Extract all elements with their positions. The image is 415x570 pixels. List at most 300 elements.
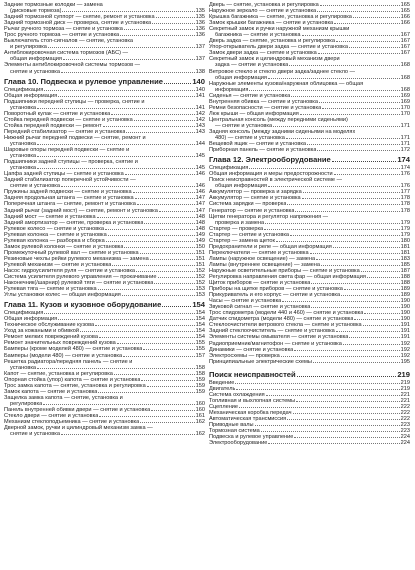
toc-page-number: 157 <box>195 352 205 359</box>
dot-leader <box>37 156 195 157</box>
toc-entry-title: информация <box>215 86 249 93</box>
toc-page-number: 137 <box>195 44 205 51</box>
dot-leader <box>319 102 400 103</box>
toc-entry-title: Генератор — снятие и установка <box>209 207 295 214</box>
toc-page-number: 154 <box>192 300 205 310</box>
dot-leader <box>296 401 399 402</box>
toc-entry-title: Рулевое колесо — снятие и установка <box>4 225 104 232</box>
toc-page-number: 151 <box>195 255 205 262</box>
toc-page-number: 170 <box>400 110 410 117</box>
toc-page-number: 160 <box>195 400 205 407</box>
toc-entry-title: Ремонт мелких повреждений кузова <box>4 334 98 341</box>
toc-page-number: 152 <box>195 267 205 274</box>
dot-leader <box>316 259 400 260</box>
toc-entry-title: проверка и замена <box>215 219 265 226</box>
toc-entry-title: установка <box>10 165 36 172</box>
toc-page-number: 219 <box>397 369 410 379</box>
dot-leader <box>333 247 400 248</box>
toc-entry-title: Спецификация <box>4 310 44 317</box>
dot-leader <box>239 407 400 408</box>
toc-entry-title: Стартер — замена щеток <box>209 237 275 244</box>
toc-entry-title: регулировка <box>10 400 43 407</box>
toc-entry-title: общая информация <box>215 183 267 190</box>
toc-page-number: 154 <box>195 316 205 323</box>
dot-leader <box>112 265 194 266</box>
chapter-heading <box>209 155 410 165</box>
toc-entry-title: Общая информация <box>4 92 58 99</box>
toc-page-number: 150 <box>195 243 205 250</box>
dot-leader <box>289 65 399 66</box>
toc-entry-title: Сцепление <box>209 403 239 410</box>
toc-entry-title: Резиновые чехлы рейки рулевого механизма — замена <box>4 255 149 262</box>
toc-entry-title: задка — снятие и установка <box>215 62 289 69</box>
dot-leader <box>363 325 400 326</box>
toc-entry-title: Замок рулевой колонки — снятие и установка <box>4 243 124 250</box>
toc-page-number: 170 <box>400 104 410 111</box>
toc-page-number: 183 <box>400 255 410 262</box>
toc-entry <box>4 292 205 298</box>
toc-entry-title: 480) — снятие и установка <box>215 135 285 142</box>
dot-leader <box>276 241 400 242</box>
toc-page-number: 166 <box>400 14 410 21</box>
toc-entry-title: снятие и установка <box>10 183 60 190</box>
dot-leader <box>273 126 400 127</box>
toc-entry-title: Общая информация и меры предосторожности <box>209 171 333 178</box>
dot-leader <box>99 337 195 338</box>
dot-leader <box>287 419 399 420</box>
toc-page-number: 147 <box>195 195 205 202</box>
toc-page-number: 155 <box>195 346 205 353</box>
dot-leader <box>44 90 194 91</box>
dot-leader <box>334 174 400 175</box>
toc-column-left <box>4 2 205 570</box>
toc-page-number: 159 <box>195 376 205 383</box>
toc-page-number: 190 <box>400 298 410 305</box>
toc-entry-title: Рулевая тяга — снятие и установка <box>4 286 97 293</box>
dot-leader <box>255 425 400 426</box>
toc-page-number: 189 <box>400 292 410 299</box>
toc-page-number: 146 <box>195 171 205 178</box>
dot-leader <box>349 47 400 48</box>
toc-entry-title: Радиоприемник/магнитофон — снятие и установка <box>209 340 342 347</box>
toc-page-number: 224 <box>400 434 410 441</box>
toc-entry-title: багажника — снятие и установка <box>215 32 301 39</box>
toc-entry-title: Регулировка направления света фар — общая информация <box>209 274 366 281</box>
dot-leader <box>156 17 195 18</box>
toc-page-number: 154 <box>195 334 205 341</box>
toc-entry-title: Спецификация <box>4 86 44 93</box>
toc-entry-title: Задний амортизатор — снятие, проверка и установка <box>4 219 144 226</box>
toc-page-number: 167 <box>400 38 410 45</box>
toc-page-number: 181 <box>400 243 410 250</box>
toc-page-number: 179 <box>400 219 410 226</box>
dot-leader <box>281 356 400 357</box>
dot-leader <box>133 192 195 193</box>
dot-leader <box>297 376 397 377</box>
toc-entry-title: установка <box>10 364 36 371</box>
dot-leader <box>141 380 194 381</box>
toc-entry-title: Рычаг ручного тормоза — снятие и установка <box>4 26 123 33</box>
toc-page-number: 143 <box>195 122 205 129</box>
toc-entry-title: Введение <box>209 379 235 386</box>
toc-page-number: 222 <box>400 416 410 422</box>
toc-page-number: 192 <box>400 352 410 359</box>
toc-page-number: 190 <box>400 304 410 311</box>
toc-page-number: 155 <box>195 340 205 347</box>
toc-page-number: 171 <box>400 135 410 142</box>
dot-leader <box>311 283 399 284</box>
toc-entry-title: Нижний рычаг передней подвески — снятие, ремонт и <box>4 134 146 141</box>
toc-entry-title: Трос спидометра (модели 440 и 460) — снятие и установка <box>209 310 364 317</box>
dot-leader <box>105 229 195 230</box>
toc-page-number: 188 <box>400 280 410 287</box>
dot-leader <box>336 41 400 42</box>
toc-entry-title: Уход за кожаными и обивкой <box>4 328 79 335</box>
toc-entry-title: Ремонт значительных повреждений кузова <box>4 340 116 347</box>
dot-leader <box>361 271 400 272</box>
toc-entry-title: Промежуточный рулевой вал — снятие и установка <box>4 249 139 256</box>
toc-page-number: 140 <box>192 76 205 86</box>
dot-leader <box>302 35 400 36</box>
dot-leader <box>99 416 194 417</box>
toc-entry-title: Передний стабилизатор — снятие и установка <box>4 128 126 135</box>
toc-entry-title: Люк крыши — общая информация <box>209 110 299 117</box>
dot-leader <box>158 277 195 278</box>
toc-page-number: 166 <box>400 20 410 27</box>
toc-page-number: 135 <box>195 14 205 21</box>
dot-leader <box>58 96 194 97</box>
toc-page-number: 180 <box>400 237 410 244</box>
toc-entry-title: Глава 10. Подвеска и рулевое управление <box>4 76 163 86</box>
dot-leader <box>80 331 195 332</box>
toc-page-number: 167 <box>400 44 410 51</box>
dot-leader <box>294 350 399 351</box>
toc-entry-title: Задний тормозной суппорт — снятие, ремонт и установка <box>4 14 155 21</box>
toc-entry-title: Вещевой ящик — снятие и установка <box>209 141 307 148</box>
toc-entry-title: Ветровое стекло и стекло двери задка/заднее стекло — <box>209 68 356 75</box>
toc-page-number: 142 <box>195 110 205 117</box>
toc-entry-title: Глава 12. Электрооборудование <box>209 155 331 165</box>
dot-leader <box>48 47 195 48</box>
toc-entry-title: Наружное зеркало — снятие и установка <box>209 8 317 15</box>
dot-leader <box>62 11 194 12</box>
toc-entry-title: Принципиальные электрические схемы <box>209 358 312 365</box>
toc-page-number: 168 <box>400 86 410 93</box>
toc-entry-title: Поиск неисправностей <box>209 369 296 379</box>
toc-page-number: 167 <box>400 50 410 57</box>
toc-page-number: 136 <box>195 26 205 33</box>
dot-leader <box>43 404 194 405</box>
toc-page-number: 168 <box>400 62 410 69</box>
dot-leader <box>136 271 195 272</box>
toc-page-number: 223 <box>400 422 410 429</box>
toc-entry-title: Щетки генератора и регулятор напряжения — <box>209 213 329 220</box>
toc-entry-title: Центральная консоль (между передними сиденьями) <box>209 116 348 123</box>
toc-entry-title: Бамперы (кроме моделей 480) — снятие и установка <box>4 346 143 353</box>
toc-page-number: 191 <box>400 322 410 329</box>
toc-entry-title: Звуковой сигнал — снятие и установка <box>209 304 311 311</box>
dot-leader <box>37 144 195 145</box>
toc-page-number: 176 <box>400 171 410 178</box>
toc-page-number: 149 <box>195 231 205 238</box>
dot-leader <box>37 108 195 109</box>
dot-leader <box>98 289 195 290</box>
dot-leader <box>322 108 399 109</box>
toc-page-number: 149 <box>195 237 205 244</box>
dot-leader <box>265 223 400 224</box>
toc-entry-title: Защелка замка капота — снятие, установка и <box>4 394 123 401</box>
toc-entry-title: (дисковые тормоза) <box>10 8 62 15</box>
toc-page-number: 178 <box>400 207 410 214</box>
toc-entry-title: Секретный замок и цилиндровый механизм двери <box>209 56 340 63</box>
dot-leader <box>286 138 400 139</box>
toc-entry-title: Задний тормозной диск — проверка, снятие и установка <box>4 20 152 27</box>
toc-entry-title: Предохранители и реле — общая информация <box>209 243 332 250</box>
toc-entry <box>4 431 205 437</box>
toc-page-number: 144 <box>195 140 205 147</box>
dot-leader <box>117 343 195 344</box>
toc-entry-title: Поиск неисправностей в электрической системе — <box>209 177 343 184</box>
dot-leader <box>95 325 195 326</box>
toc-page-number: 165 <box>400 2 410 8</box>
dot-leader <box>287 204 399 205</box>
dot-leader <box>106 241 195 242</box>
dot-leader <box>58 319 194 320</box>
toc-entry-title: Крышка багажника — снятие, установка и регулировка <box>209 14 352 21</box>
toc-page-number: 137 <box>195 56 205 63</box>
toc-entry-title: Замок крышки багажника — снятие и установка <box>209 20 334 27</box>
toc-page-number: 169 <box>400 98 410 105</box>
dot-leader <box>124 29 195 30</box>
toc-entry-title: Поворотный кулак — снятие и установка <box>4 110 111 117</box>
toc-page-number: 158 <box>195 364 205 371</box>
toc-page-number: 146 <box>195 189 205 196</box>
toc-page-number: 135 <box>195 8 205 15</box>
toc-entry <box>209 440 410 446</box>
toc-entry-title: Задняя консоль (между задними сиденьями на моделях <box>209 128 356 135</box>
chapter-heading <box>4 300 205 310</box>
toc-entry-title: Тормозная система <box>209 428 260 435</box>
toc-page-number: 174 <box>397 155 410 165</box>
dot-leader <box>294 437 399 438</box>
toc-entry-title: Углы установки колес — общая информация <box>4 292 121 299</box>
dot-leader <box>282 301 399 302</box>
dot-leader <box>268 186 400 187</box>
toc-entry-title: Динамики — снятие и установка <box>209 346 294 353</box>
toc-page-number: 159 <box>195 382 205 389</box>
dot-leader <box>290 235 400 236</box>
toc-page-number: 221 <box>400 391 410 398</box>
toc-entry-title: Замок капота — снятие и установка <box>4 388 98 395</box>
dot-leader <box>291 96 399 97</box>
toc-entry-title: Часы — снятие и установка <box>209 298 282 305</box>
toc-page-number: 191 <box>400 328 410 335</box>
toc-entry-title: Стойка передней подвески — снятие и установка <box>4 116 133 123</box>
toc-page-number: 178 <box>400 201 410 208</box>
dot-leader <box>236 389 399 390</box>
toc-page-number: 168 <box>400 74 410 81</box>
toc-page-number: 191 <box>400 334 410 341</box>
toc-entry-title: Дверь — снятие, установка и регулировка <box>209 2 319 8</box>
toc-entry-title: Сиденья — снятие и установка <box>209 92 291 99</box>
toc-entry-title: Решетка радиатора/передняя панель — снятие и <box>4 358 133 365</box>
toc-page-number: 181 <box>400 249 410 256</box>
toc-entry-title: Стартер — проверка <box>209 225 264 232</box>
toc-entry-title: Пружины задней подвески — снятие и установка <box>4 189 132 196</box>
toc-page-number: 162 <box>195 419 205 426</box>
toc-entry-title: общая информация <box>10 56 62 63</box>
dot-leader <box>37 368 195 369</box>
toc-page-number: 221 <box>400 397 410 404</box>
toc-page-number: 176 <box>400 183 410 190</box>
toc-entry-title: установка <box>10 153 36 160</box>
toc-entry-title: Общая информация <box>4 316 58 323</box>
toc-entry-title: Приводные валы <box>209 422 254 429</box>
toc-entry-title: Стекло двери — снятие и установка <box>4 413 99 419</box>
toc-entry-title: Лампы (внутреннее освещение) — замена <box>209 261 320 268</box>
dot-leader <box>111 114 194 115</box>
toc-page-number: 153 <box>195 292 205 299</box>
dot-leader <box>137 204 195 205</box>
dot-leader <box>318 53 400 54</box>
toc-page-number: 171 <box>400 122 410 129</box>
dot-leader <box>311 307 399 308</box>
dot-leader <box>249 90 399 91</box>
toc-page-number: 141 <box>195 92 205 99</box>
toc-entry-title: Опорная стойка (упор) капота — снятие и установка <box>4 376 141 383</box>
dot-leader <box>114 374 195 375</box>
dot-leader <box>317 11 400 12</box>
toc-page-number: 192 <box>400 346 410 353</box>
toc-entry-title: Глава 11. Кузов и кузовное оборудование <box>4 300 162 310</box>
toc-page-number: 136 <box>195 20 205 27</box>
toc-page-number: 192 <box>400 340 410 347</box>
dot-leader <box>334 23 400 24</box>
dot-leader <box>97 217 195 218</box>
toc-page-number: 161 <box>195 413 205 419</box>
toc-entry-title: Антиблокировочная система тормозов (АБС) — <box>4 50 129 57</box>
toc-entry <box>4 69 205 75</box>
toc-page-number: 179 <box>400 231 410 238</box>
toc-entry-title: — снятие и установка <box>215 122 273 129</box>
toc-page-number: 154 <box>195 322 205 329</box>
toc-entry-title: Подшипники передней ступицы — проверка, снятие и <box>4 98 145 105</box>
dot-leader <box>44 313 194 314</box>
toc-entry-title: Прикуриватель и его корпус — снятие и установка <box>209 292 341 299</box>
toc-entry-title: Шаровые опоры передней подвески — снятие и <box>4 147 130 154</box>
toc-entry-title: Цапфа задней ступицы — снятие и установка <box>4 171 124 178</box>
dot-leader <box>162 306 191 307</box>
dot-leader <box>235 383 399 384</box>
toc-page-number: 146 <box>195 183 205 190</box>
toc-page-number: 158 <box>195 370 205 377</box>
dot-leader <box>249 168 399 169</box>
chapter-heading <box>209 370 410 380</box>
toc-entry-title: Задний рычаг (задний мост) — снятие, ремонт и установка <box>4 207 158 214</box>
dot-leader <box>367 277 400 278</box>
toc-entry-title: Щиток приборов — снятие и установка <box>209 280 311 287</box>
dot-leader <box>300 114 400 115</box>
dot-leader <box>344 289 400 290</box>
toc-page-number: 219 <box>400 379 410 386</box>
toc-page-number: 171 <box>400 141 410 148</box>
toc-page-number: 185 <box>400 261 410 268</box>
toc-entry-title: Двигатель <box>209 385 236 392</box>
toc-page-number: 169 <box>400 92 410 99</box>
dot-leader <box>307 144 400 145</box>
dot-leader <box>302 198 400 199</box>
dot-leader <box>143 349 194 350</box>
dot-leader <box>152 23 195 24</box>
toc-entry-title: снятие и установка <box>10 431 60 438</box>
dot-leader <box>63 59 195 60</box>
toc-page-number: 179 <box>400 225 410 232</box>
toc-page-number: 148 <box>195 219 205 226</box>
toc-page-number: 147 <box>195 201 205 208</box>
toc-entry-title: Поперечная штанга — снятие, ремонт и установка <box>4 201 136 208</box>
toc-page-number: 141 <box>195 104 205 111</box>
dot-leader <box>150 259 195 260</box>
toc-page-number: 172 <box>400 147 410 154</box>
toc-entry-title: Автоматическая трансмиссия <box>209 416 287 422</box>
toc-entry-title: Рулевой механизм — снятие и установка <box>4 261 112 268</box>
toc-entry-title: Дверной замок, ручки и цилиндровый механизм замка — <box>4 425 153 432</box>
dot-leader <box>135 198 195 199</box>
toc-page-number: 165 <box>400 8 410 15</box>
dot-leader <box>293 413 400 414</box>
toc-page-number: 178 <box>400 195 410 202</box>
toc-page-number: 145 <box>195 165 205 172</box>
toc-entry-title: Лампы (наружное освещение) — замена <box>209 255 316 262</box>
dot-leader <box>332 161 397 162</box>
toc-entry-title: Трос замка капота — снятие, установка и регулировка <box>4 382 146 389</box>
toc-entry-title: Рулевая колонка — снятие и установка <box>4 231 107 238</box>
toc-page-number: 159 <box>195 388 205 395</box>
toc-entry-title: Наконечник(/шарнир) рулевой тяги — снятие и установка <box>4 280 154 287</box>
toc-page-number: 151 <box>195 249 205 256</box>
toc-entry-title: общая информация <box>215 74 267 81</box>
dot-leader <box>122 295 195 296</box>
dot-leader <box>336 331 400 332</box>
dot-leader <box>154 283 194 284</box>
toc-entry-title: Внутренняя обивка — снятие и установка <box>209 98 318 105</box>
toc-entry-title: Задний мост — снятие и установка <box>4 213 96 220</box>
dot-leader <box>120 35 195 36</box>
toc-page-number: 195 <box>400 358 410 365</box>
toc-entry-title: Система усилителя рулевого управления — прокачивание <box>4 274 157 281</box>
toc-page-number: 140 <box>195 86 205 93</box>
toc-page-number: 154 <box>195 310 205 317</box>
dot-leader <box>268 78 400 79</box>
dot-leader <box>126 132 194 133</box>
toc-entry-title: Спецификация <box>209 165 249 172</box>
toc-page-number: 136 <box>195 32 205 39</box>
toc-entry-title: Бамперы (модели 480) — снятие и установка <box>4 352 123 359</box>
toc-entry-title: Система зарядки — проверка <box>209 201 287 208</box>
chapter-heading <box>4 77 205 87</box>
toc-page-number: 153 <box>195 286 205 293</box>
dot-leader <box>108 235 195 236</box>
toc-entry-title: Электрооборудование <box>209 440 268 447</box>
toc-entry-title: Задние тормозные колодки — замена <box>4 2 103 8</box>
dot-leader <box>353 17 400 18</box>
dot-leader <box>61 434 195 435</box>
toc-page-number: 190 <box>400 310 410 317</box>
toc-entry-title: Электросхемы — проверка <box>209 352 280 359</box>
toc-page-number: 177 <box>400 189 410 196</box>
toc-entry-title: Задний стеклоочиститель — снятие и установка <box>209 328 335 335</box>
toc-entry-title: Топливная и выхлопная системы <box>209 397 296 404</box>
